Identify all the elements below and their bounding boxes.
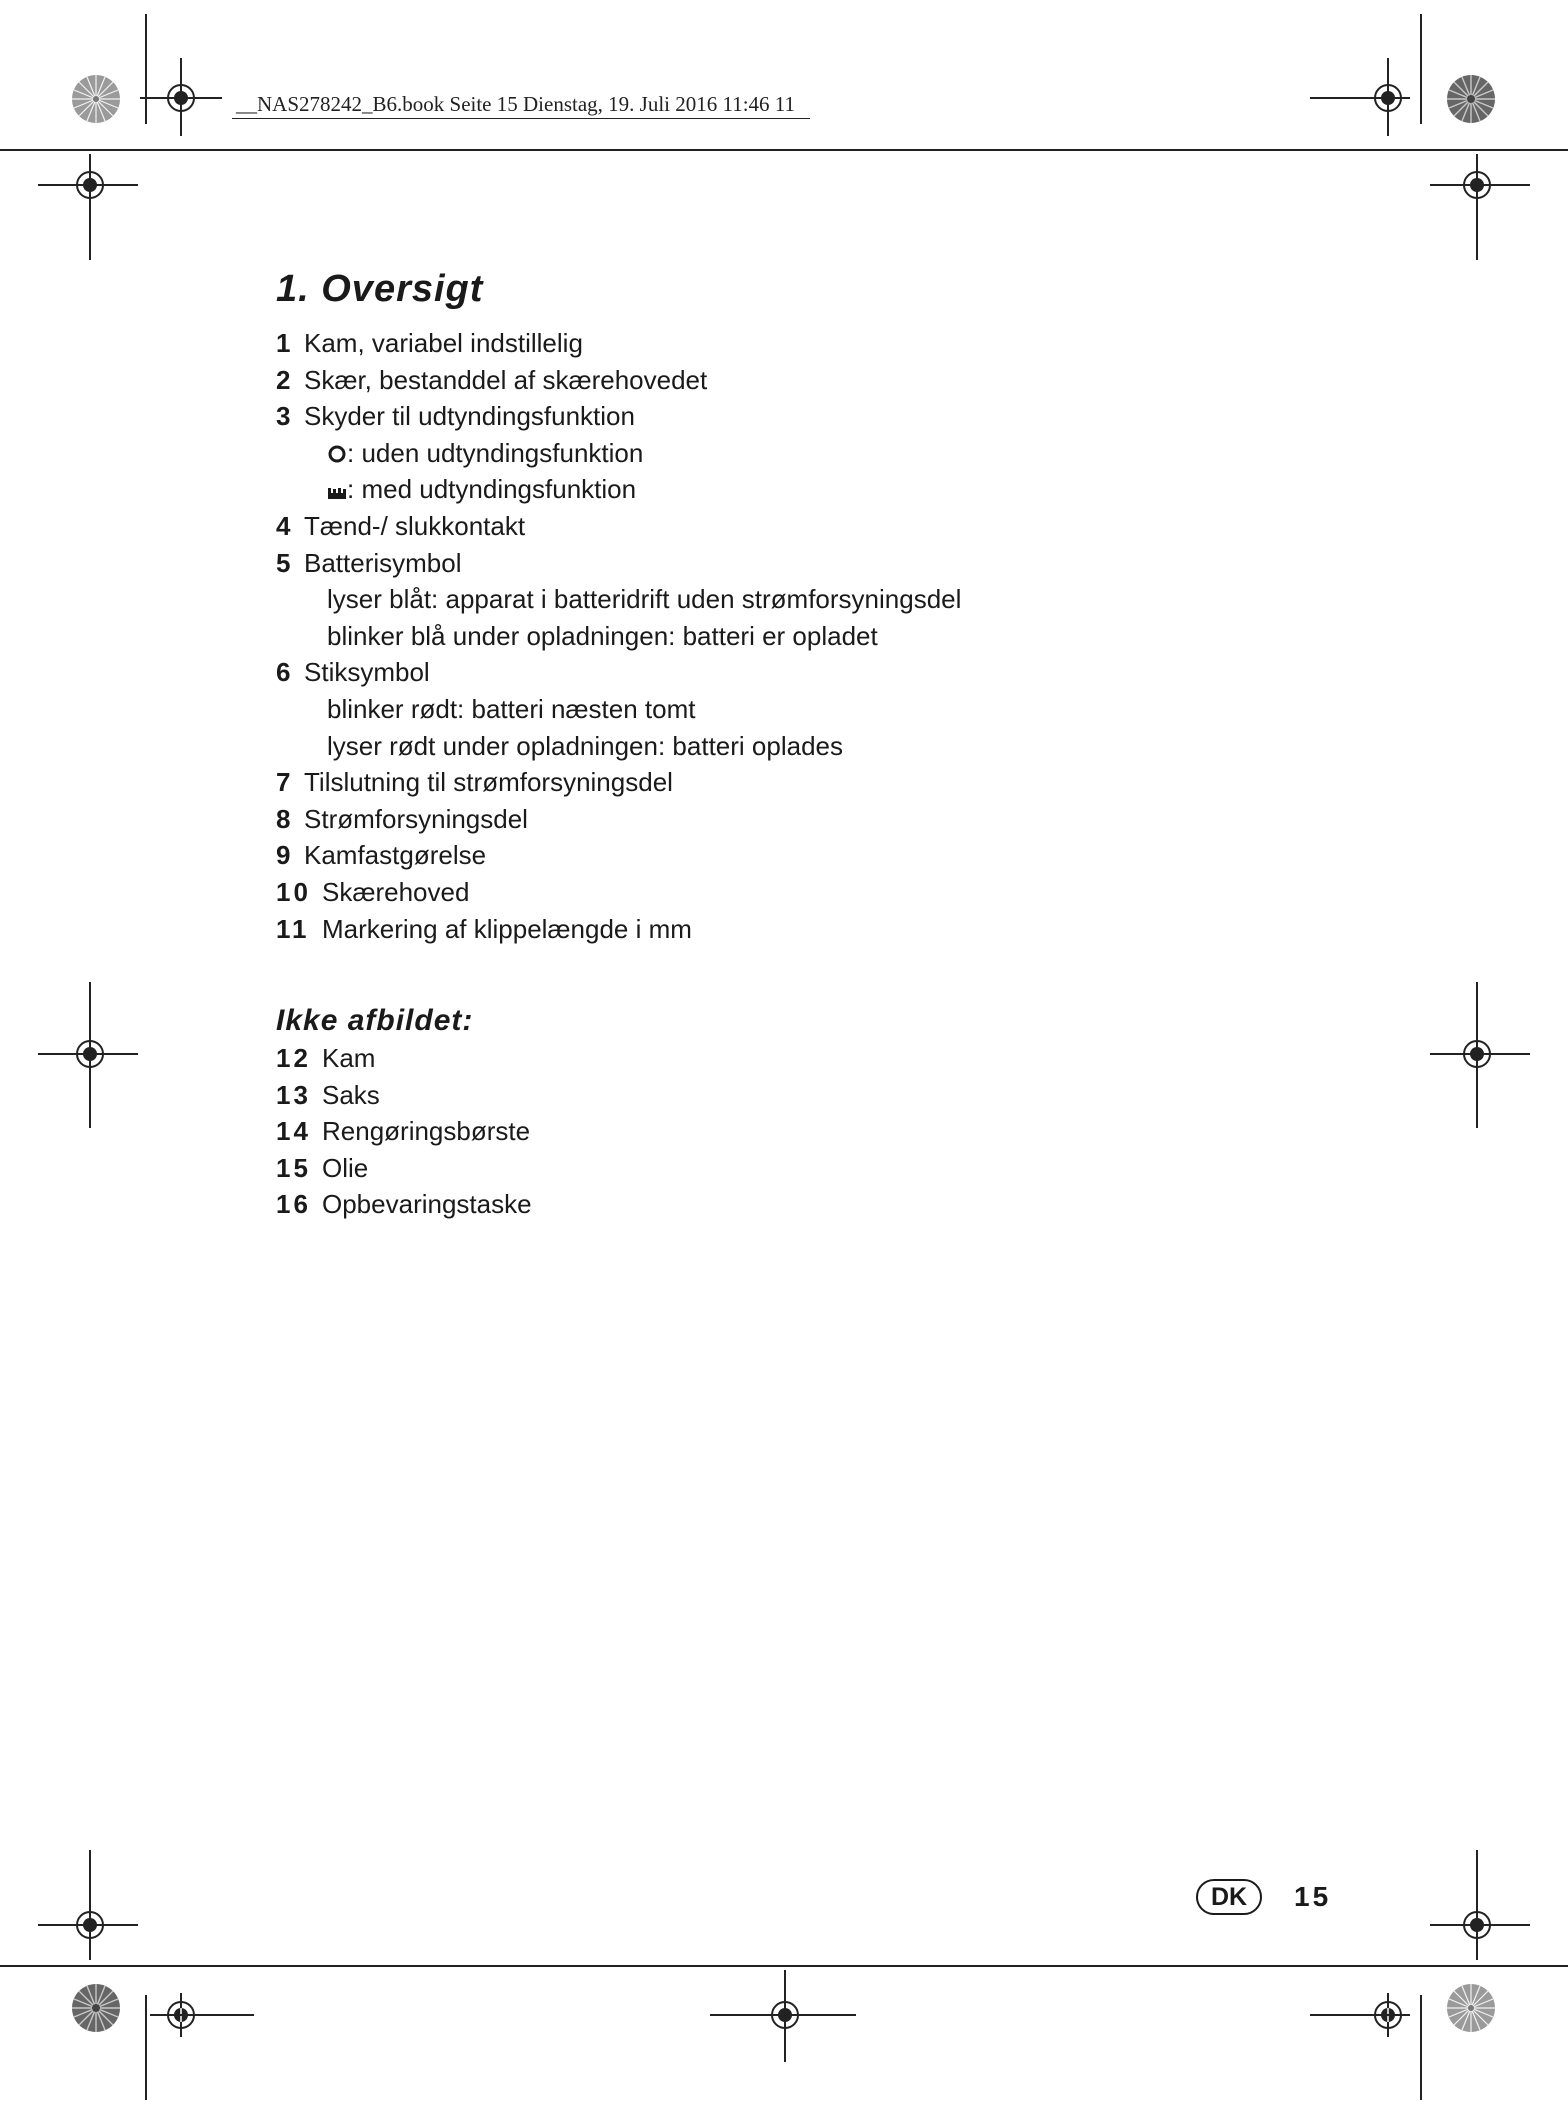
- thinning-comb-symbol-icon: [327, 473, 347, 510]
- mark-line: [1430, 184, 1530, 186]
- mark-line: [38, 184, 138, 186]
- list-item: [276, 545, 1096, 582]
- country-badge: DK: [1196, 1879, 1262, 1915]
- list-subitem: [276, 691, 1096, 728]
- item-text: Tilslutning til strømforsyningsdel: [304, 767, 673, 798]
- list-item: [276, 362, 1096, 399]
- not-shown-list: [276, 1040, 1096, 1223]
- item-number: 4: [276, 510, 291, 541]
- trim-line-top: [0, 149, 1568, 151]
- item-text: Kamfastgørelse: [304, 840, 487, 871]
- item-number: 7: [276, 767, 291, 798]
- list-item: [276, 1186, 1096, 1223]
- mark-line: [38, 1053, 138, 1055]
- item-text: Batterisymbol: [304, 547, 462, 578]
- color-star-icon: [1446, 1983, 1496, 2033]
- item-text: Kam, variabel indstillelig: [304, 328, 583, 358]
- item-text: : uden udtyndingsfunktion: [347, 437, 644, 468]
- item-text: Rengøringsbørste: [322, 1116, 531, 1147]
- item-number: 11: [276, 913, 310, 944]
- trim-line-left-bottom: [145, 1995, 147, 2100]
- list-item: [276, 1077, 1096, 1114]
- item-text: : med udtyndingsfunktion: [347, 474, 637, 505]
- color-star-icon: [1446, 74, 1496, 124]
- list-subitem: [276, 435, 1096, 472]
- item-number: 10: [276, 876, 311, 907]
- mark-line: [89, 1850, 91, 1960]
- mark-line: [1387, 58, 1389, 136]
- item-text: Skærehoved: [322, 876, 470, 907]
- trim-line-right-bottom: [1420, 1995, 1422, 2100]
- list-subitem: [276, 581, 1096, 618]
- item-text: Tænd-/ slukkontakt: [304, 510, 526, 541]
- mark-line: [1476, 1850, 1478, 1960]
- item-text: Saks: [322, 1079, 380, 1110]
- list-subitem: [276, 471, 1096, 508]
- item-number: 14: [276, 1116, 311, 1147]
- item-text: blinker blå under opladningen: batteri er opladet: [327, 620, 878, 651]
- mark-line: [1430, 1924, 1530, 1926]
- item-number: 1: [276, 328, 291, 358]
- mark-line: [89, 982, 91, 1128]
- item-text: Strømforsyningsdel: [304, 803, 528, 834]
- page-number: 15: [1294, 1881, 1332, 1912]
- item-text: Kam: [322, 1043, 376, 1073]
- item-number: 16: [276, 1189, 311, 1220]
- list-item: [276, 1040, 1096, 1077]
- item-number: 5: [276, 547, 291, 578]
- trim-line-right-top: [1420, 14, 1422, 124]
- item-number: 6: [276, 657, 291, 688]
- item-text: Skær, bestanddel af skærehovedet: [304, 364, 708, 395]
- list-item: [276, 801, 1096, 838]
- circle-symbol-icon: [327, 437, 347, 474]
- section-title: 1. Oversigt: [276, 268, 484, 310]
- item-number: 8: [276, 803, 291, 834]
- item-text: lyser blåt: apparat i batteridrift uden strømforsyningsdel: [327, 584, 962, 615]
- header-rule: [232, 118, 810, 119]
- item-text: blinker rødt: batteri næsten tomt: [327, 693, 696, 724]
- item-text: Opbevaringstaske: [322, 1189, 532, 1220]
- item-text: Stiksymbol: [304, 657, 430, 688]
- item-text: Skyder til udtyndingsfunktion: [304, 401, 635, 432]
- mark-line: [180, 58, 182, 136]
- mark-line: [1310, 2014, 1410, 2016]
- mark-line: [1310, 97, 1410, 99]
- list-item: [276, 874, 1096, 911]
- list-item: [276, 837, 1096, 874]
- list-item: [276, 1113, 1096, 1150]
- list-item: [276, 654, 1096, 691]
- item-number: 3: [276, 401, 291, 432]
- list-item: [276, 1150, 1096, 1187]
- trim-line-left-top: [145, 14, 147, 124]
- component-list: [276, 325, 1096, 947]
- list-subitem: [276, 728, 1096, 765]
- mark-line: [38, 1924, 138, 1926]
- list-subitem: [276, 618, 1096, 655]
- list-item: [276, 508, 1096, 545]
- item-text: Markering af klippelængde i mm: [322, 913, 692, 944]
- item-text: lyser rødt under opladningen: batteri oplades: [327, 730, 843, 761]
- item-number: 12: [276, 1043, 311, 1073]
- color-star-icon: [71, 74, 121, 124]
- list-item: [276, 764, 1096, 801]
- item-number: 15: [276, 1152, 311, 1183]
- list-item: [276, 911, 1096, 948]
- not-shown-title: Ikke afbildet:: [276, 1004, 474, 1037]
- mark-line: [1476, 982, 1478, 1128]
- list-item: [276, 325, 1096, 362]
- item-text: Olie: [322, 1152, 369, 1183]
- item-number: 9: [276, 840, 291, 871]
- mark-line: [784, 1970, 786, 2062]
- list-item: [276, 398, 1096, 435]
- print-header: __NAS278242_B6.book Seite 15 Dienstag, 19. Juli 2016 11:46 11: [236, 92, 796, 116]
- mark-line: [1430, 1053, 1530, 1055]
- mark-line: [1476, 154, 1478, 260]
- item-number: 2: [276, 364, 291, 395]
- item-number: 13: [276, 1079, 311, 1110]
- mark-line: [710, 2014, 856, 2016]
- mark-line: [150, 2014, 254, 2016]
- mark-line: [89, 154, 91, 260]
- color-star-icon: [71, 1983, 121, 2033]
- trim-line-bottom: [0, 1965, 1568, 1967]
